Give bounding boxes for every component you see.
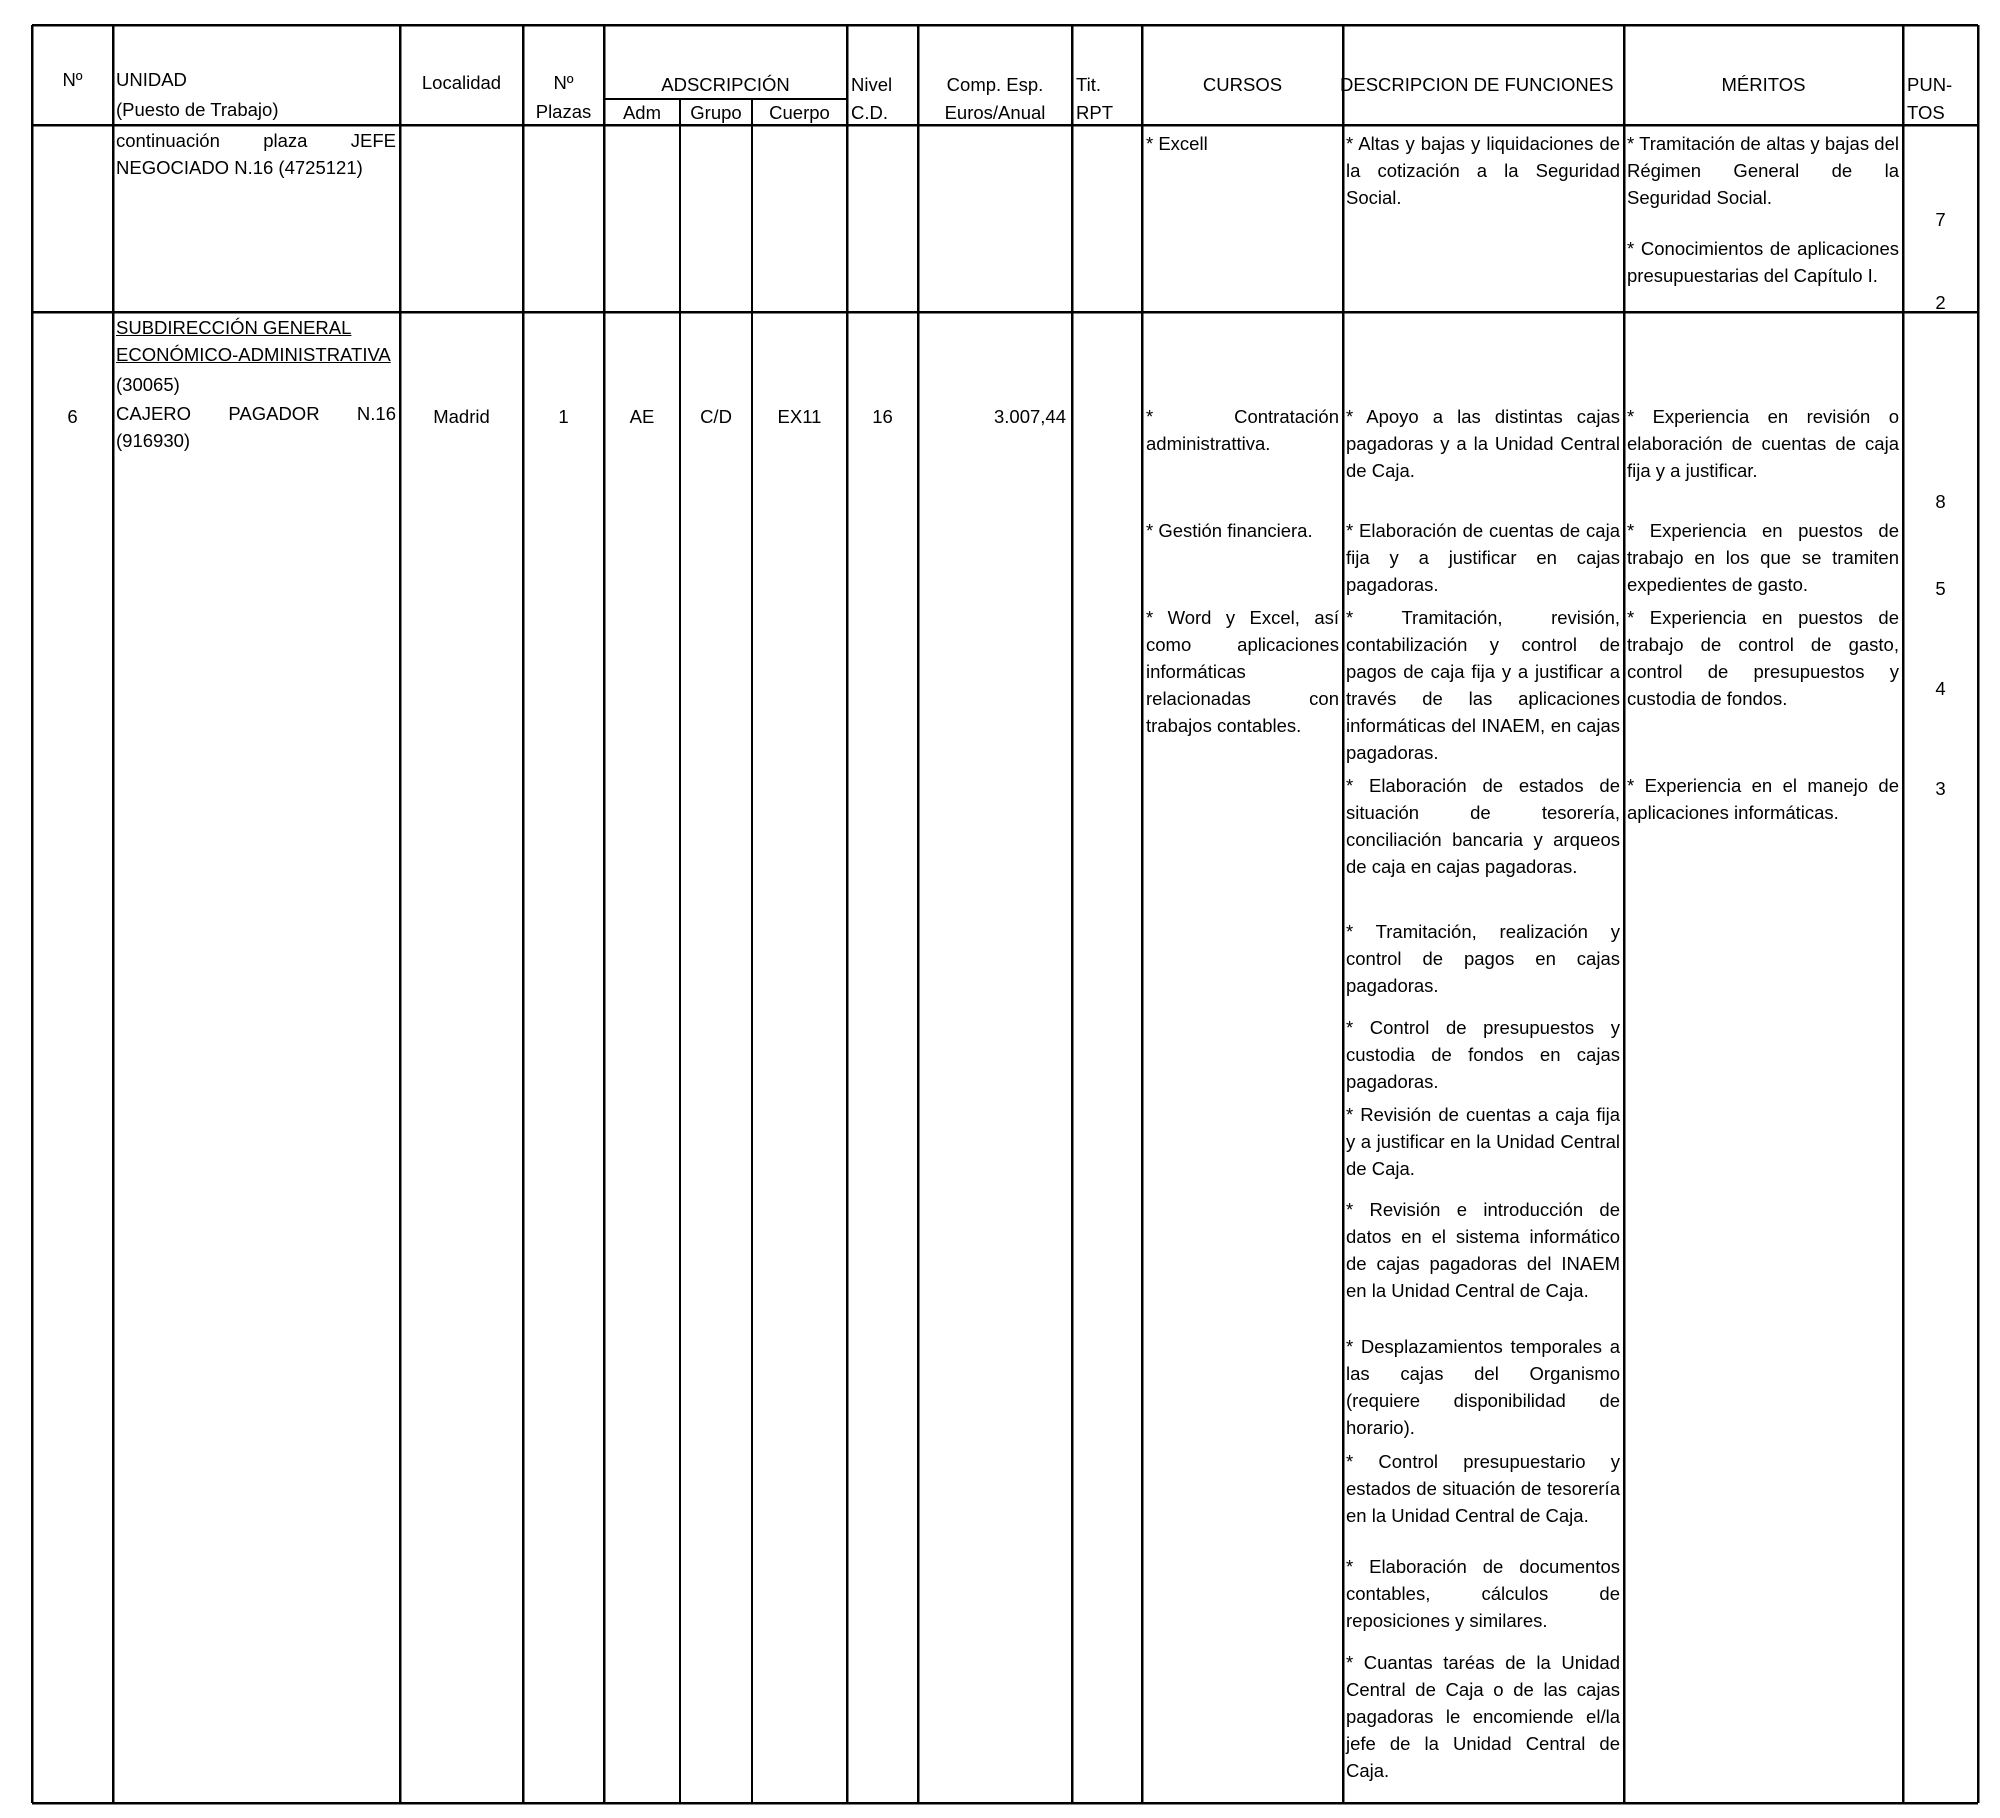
row6-comp: 3.007,44: [993, 406, 1066, 427]
header-tit-1: Tit.: [1076, 74, 1102, 95]
header-meritos: MÉRITOS: [1721, 74, 1806, 95]
row6-funcion-1: * Apoyo a las distintas cajas pagadoras y a la Unidad Central de Caja.: [1346, 406, 1620, 481]
row6-funcion-12: * Cuantas taréas de la Unidad Central de Caja o de las cajas pagadoras le encomiende el/la jefe de la Unidad Central de Caja.: [1346, 1652, 1620, 1781]
header-descripcion: DESCRIPCION DE FUNCIONES: [1340, 74, 1614, 95]
row6-grupo: C/D: [700, 406, 732, 427]
header-puntos-1: PUN-: [1907, 74, 1953, 95]
header-localidad: Localidad: [421, 72, 502, 93]
cont-merito-2: * Conocimientos de aplicaciones presupuestarias del Capítulo I.: [1627, 238, 1899, 286]
row6-unidad-title-2: ECONÓMICO-ADMINISTRATIVA: [116, 344, 391, 365]
header-puntos-2: TOS: [1907, 102, 1945, 123]
cont-cursos: * Excell: [1146, 133, 1208, 154]
row6-puntos-2: 5: [1935, 578, 1946, 599]
header-puesto: (Puesto de Trabajo): [116, 99, 279, 120]
header-cursos: CURSOS: [1202, 74, 1283, 95]
row6-funcion-11: * Elaboración de documentos contables, cálculos de reposiciones y similares.: [1346, 1556, 1620, 1631]
header-nivel-1: Nivel: [851, 74, 893, 95]
row6-merito-1: * Experiencia en revisión o elaboración de cuentas de caja fija y a justificar.: [1627, 406, 1899, 481]
row6-puesto: CAJERO PAGADOR N.16 (916930): [116, 403, 396, 451]
row6-funcion-8: * Revisión e introducción de datos en el sistema informático de cajas pagadoras del INAEM en la Unidad Central de Caja.: [1346, 1199, 1620, 1301]
cont-merito-1: * Tramitación de altas y bajas del Régimen General de la Seguridad Social.: [1627, 133, 1899, 208]
row6-n: 6: [67, 406, 78, 427]
row6-cuerpo: EX11: [777, 406, 822, 427]
header-tit-2: RPT: [1076, 102, 1113, 123]
row6-funcion-3: * Tramitación, revisión, contabilización y control de pagos de caja fija y a justificar a través de las aplicaciones informáticas del INAEM, en cajas pagadoras.: [1346, 607, 1620, 763]
row6-curso-1: * Contratación administrattiva.: [1146, 406, 1339, 454]
row6-puntos-4: 3: [1935, 778, 1946, 799]
row6-funcion-6: * Control de presupuestos y custodia de fondos en cajas pagadoras.: [1346, 1017, 1620, 1092]
row6-unidad-code: (30065): [116, 374, 180, 395]
row6-plazas: 1: [558, 406, 569, 427]
cont-puntos-2: 2: [1935, 292, 1946, 313]
row6-funcion-7: * Revisión de cuentas a caja fija y a justificar en la Unidad Central de Caja.: [1346, 1104, 1620, 1179]
header-n: Nº: [62, 69, 83, 90]
row6-merito-2: * Experiencia en puestos de trabajo en los que se tramiten expedientes de gasto.: [1627, 520, 1899, 595]
cont-funciones: * Altas y bajas y liquidaciones de la cotización a la Seguridad Social.: [1346, 133, 1620, 208]
row6-funcion-9: * Desplazamientos temporales a las cajas del Organismo (requiere disponibilidad de horario).: [1346, 1336, 1620, 1438]
row6-nivel: 16: [872, 406, 893, 427]
row6-unidad-title-1: SUBDIRECCIÓN GENERAL: [116, 317, 352, 338]
header-plazas-1: Nº: [553, 72, 574, 93]
row6-adm: AE: [629, 406, 655, 427]
row6-puntos-3: 4: [1935, 678, 1946, 699]
header-comp-1: Comp. Esp.: [946, 74, 1044, 95]
header-plazas-2: Plazas: [535, 101, 592, 122]
row6-funcion-4: * Elaboración de estados de situación de tesorería, conciliación bancaria y arqueos de caja en cajas pagadoras.: [1346, 775, 1620, 877]
row6-funcion-5: * Tramitación, realización y control de pagos en cajas pagadoras.: [1346, 921, 1620, 996]
row6-funcion-2: * Elaboración de cuentas de caja fija y a justificar en cajas pagadoras.: [1346, 520, 1620, 595]
cont-puntos-1: 7: [1935, 209, 1946, 230]
header-adm: Adm: [622, 102, 662, 123]
header-grupo: Grupo: [690, 102, 742, 123]
row6-puntos-1: 8: [1935, 491, 1946, 512]
cont-unidad: continuación plaza JEFE NEGOCIADO N.16 (4725121): [116, 130, 396, 178]
row6-localidad: Madrid: [433, 406, 490, 427]
row6-merito-3: * Experiencia en puestos de trabajo de control de gasto, control de presupuestos y custodia de fondos.: [1627, 607, 1899, 709]
row6-funcion-10: * Control presupuestario y estados de situación de tesorería en la Unidad Central de Caja.: [1346, 1451, 1620, 1526]
row6-curso-3: * Word y Excel, así como aplicaciones informáticas relacionadas con trabajos contables.: [1146, 607, 1339, 736]
header-unidad: UNIDAD: [116, 69, 187, 90]
header-nivel-2: C.D.: [851, 102, 888, 123]
row6-merito-4: * Experiencia en el manejo de aplicaciones informáticas.: [1627, 775, 1899, 823]
header-cuerpo: Cuerpo: [769, 102, 830, 123]
header-adscripcion: ADSCRIPCIÓN: [661, 74, 790, 95]
row6-curso-2: * Gestión financiera.: [1146, 520, 1313, 541]
header-comp-2: Euros/Anual: [944, 102, 1046, 123]
